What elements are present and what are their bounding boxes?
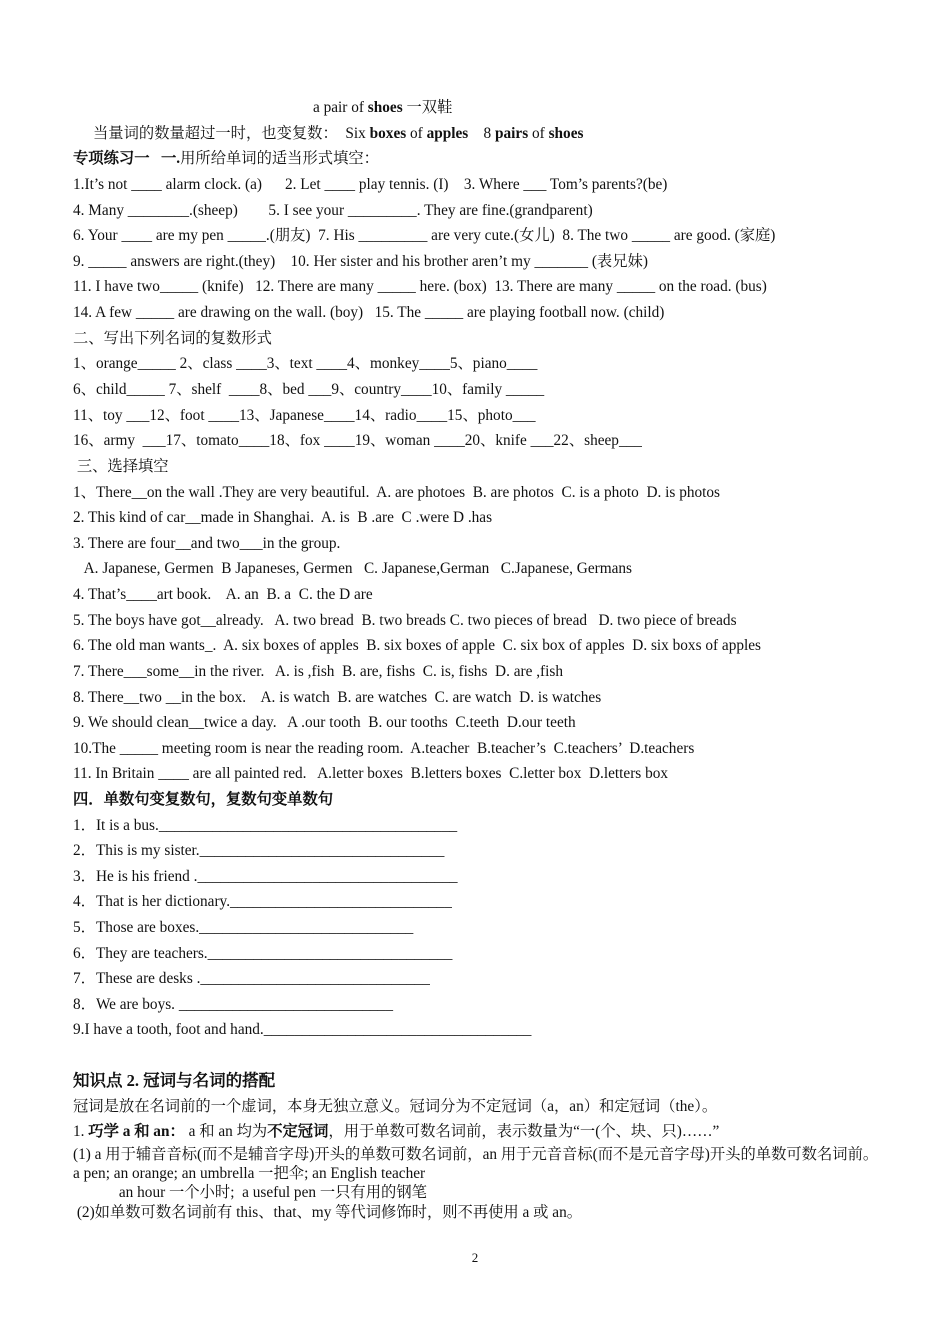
plural-line: 16、army ___17、tomato____18、fox ____19、woman ____20、knife ___22、sheep___ [73, 432, 642, 449]
exercise-line: 9. _____ answers are right.(they) 10. Her sister and his brother aren’t my _______ (表兄妹) [73, 253, 648, 270]
transform-line: 5．Those are boxes.____________________________ [73, 919, 414, 936]
choice-line: 9. We should clean__twice a day. A .our tooth B. our tooths C.teeth D.our teeth [73, 714, 576, 731]
section4-heading: 四．单数句变复数句，复数句变单数句 [73, 791, 334, 808]
choice-line: 3. There are four__and two___in the group. [73, 535, 341, 552]
knowledge-point-1a: (1) a 用于辅音音标(而不是辅音字母)开头的单数可数名词前，an 用于元音音标(而不是元音字母)开头的单数可数名词前。 a pen; an orange; an umbrella 一把伞; an English teacher [73, 1146, 879, 1182]
knowledge-point-1a-cont: an hour 一个小时; a useful pen 一只有用的钢笔 [73, 1184, 427, 1201]
plural-line: 6、child_____ 7、shelf ____8、bed ___9、country____10、family _____ [73, 381, 545, 398]
page-number: 2 [471, 1250, 479, 1265]
intro-line-2: 当量词的数量超过一时，也变复数： Six boxes of apples 8 pairs of shoes [93, 125, 584, 142]
exercise-line: 11. I have two_____ (knife) 12. There are many _____ here. (box) 13. There are many _____ on the road. (bus) [73, 278, 767, 295]
transform-line: 6．They are teachers.________________________________ [73, 945, 453, 962]
knowledge-description: 冠词是放在名词前的一个虚词，本身无独立意义。冠词分为不定冠词（a，an）和定冠词（the）。 [73, 1098, 718, 1115]
choice-line: 2. This kind of car__made in Shanghai. A. is B .are C .were D .has [73, 509, 493, 526]
exercise-line: 1.It’s not ____ alarm clock. (a) 2. Let ____ play tennis. (I) 3. Where ___ Tom’s parents?(be) [73, 176, 668, 193]
choice-line: 7. There___some__in the river. A. is ,fish B. are, fishs C. is, fishs D. are ,fish [73, 663, 564, 680]
knowledge-point-2: (2)如单数可数名词前有 this、that、my 等代词修饰时，则不再使用 a 或 an。 [73, 1204, 583, 1221]
choice-line: 10.The _____ meeting room is near the reading room. A.teacher B.teacher’s C.teachers’ D.teachers [73, 740, 695, 757]
intro-line-1: a pair of shoes 一双鞋 [313, 99, 453, 116]
choice-line: A. Japanese, Germen B Japaneses, Germen C. Japanese,German C.Japanese, Germans [73, 560, 633, 577]
section3-heading: 三、选择填空 [73, 458, 169, 475]
transform-line: 1．It is a bus._______________________________________ [73, 817, 458, 834]
exercise-line: 14. A few _____ are drawing on the wall. (boy) 15. The _____ are playing football now. (child) [73, 304, 665, 321]
exercise-line: 4. Many ________.(sheep) 5. I see your _________. They are fine.(grandparent) [73, 202, 593, 219]
transform-line: 8．We are boys. ____________________________ [73, 996, 393, 1013]
plural-line: 1、orange_____ 2、class ____3、text ____4、monkey____5、piano____ [73, 355, 538, 372]
transform-line: 3．He is his friend .__________________________________ [73, 868, 458, 885]
choice-line: 4. That’s____art book. A. an B. a C. the D are [73, 586, 373, 603]
transform-line: 2．This is my sister.________________________________ [73, 842, 445, 859]
transform-line: 4．That is her dictionary._____________________________ [73, 893, 452, 910]
transform-line: 7．These are desks .______________________________ [73, 970, 430, 987]
choice-line: 6. The old man wants_. A. six boxes of apples B. six boxes of apple C. six box of apples D. six boxs of apples [73, 637, 762, 654]
section1-heading: 专项练习一 一.用所给单词的适当形式填空： [73, 150, 379, 167]
choice-line: 8. There__two __in the box. A. is watch B. are watches C. are watch D. is watches [73, 689, 602, 706]
knowledge-point-1: 1. 巧学 a 和 an： a 和 an 均为不定冠词，用于单数可数名词前，表示数量为“一(个、块、只)……” [73, 1123, 720, 1140]
choice-line: 5. The boys have got__already. A. two bread B. two breads C. two pieces of bread D. two piece of breads [73, 612, 737, 629]
section2-heading: 二、写出下列名词的复数形式 [73, 330, 272, 347]
exercise-line: 6. Your ____ are my pen _____.(朋友) 7. His _________ are very cute.(女儿) 8. The two _____ are good. (家庭) [73, 227, 776, 244]
choice-line: 11. In Britain ____ are all painted red. A.letter boxes B.letters boxes C.letter box D.letters box [73, 765, 669, 782]
knowledge-title: 知识点 2. 冠词与名词的搭配 [73, 1071, 276, 1090]
plural-line: 11、toy ___12、foot ____13、Japanese____14、radio____15、photo___ [73, 407, 536, 424]
choice-line: 1、There__on the wall .They are very beautiful. A. are photoes B. are photos C. is a photo D. is photos [73, 484, 721, 501]
transform-line: 9.I have a tooth, foot and hand.___________________________________ [73, 1021, 532, 1038]
